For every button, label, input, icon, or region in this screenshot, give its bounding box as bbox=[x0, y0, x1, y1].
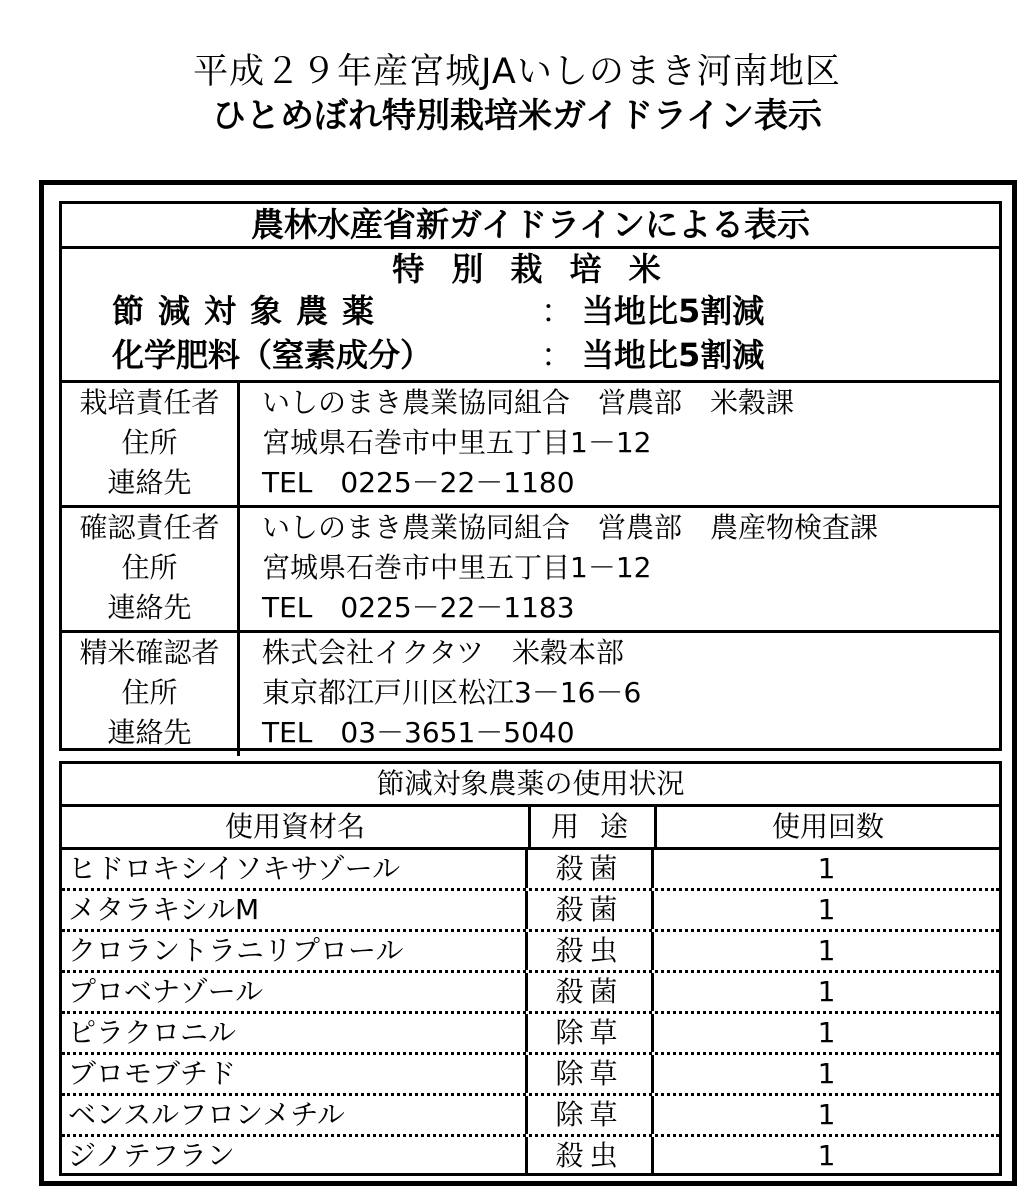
verification-manager-section bbox=[62, 508, 999, 633]
header-material-name: 使用資材名 bbox=[62, 807, 531, 847]
special-cultivation-block bbox=[62, 249, 999, 383]
pesticide-value: 当地比5割減 bbox=[582, 292, 765, 330]
table-row bbox=[62, 1055, 999, 1096]
organization-value: いしのまき農業協同組合 営農部 米穀課 bbox=[262, 386, 795, 419]
purpose: 除草 bbox=[528, 1055, 654, 1093]
phone-value: TEL 03－3651－5040 bbox=[262, 716, 575, 749]
address-label: 住所 bbox=[121, 426, 178, 459]
usage-table-title: 節減対象農薬の使用状況 bbox=[62, 764, 999, 807]
address-value: 東京都江戸川区松江3－16－6 bbox=[262, 676, 642, 709]
pesticide-label: 節減対象農薬 bbox=[112, 292, 389, 330]
phone-value: TEL 0225－22－1180 bbox=[262, 466, 575, 499]
material-name: ブロモブチド bbox=[62, 1055, 528, 1093]
guideline-box bbox=[59, 201, 1002, 751]
fertilizer-label: 化学肥料（窒素成分） bbox=[112, 336, 433, 374]
use-count: 1 bbox=[817, 1057, 836, 1090]
label-frame bbox=[39, 180, 1017, 1186]
use-count: 1 bbox=[817, 1016, 836, 1049]
usage-table-header bbox=[62, 807, 999, 850]
use-count: 1 bbox=[817, 934, 836, 967]
section-labels bbox=[62, 383, 240, 505]
section-values bbox=[240, 508, 999, 630]
pesticide-usage-table bbox=[59, 761, 1002, 1176]
table-row bbox=[62, 1137, 999, 1175]
use-count: 1 bbox=[817, 852, 836, 885]
address-value: 宮城県石巻市中里五丁目1－12 bbox=[262, 551, 652, 584]
title-line-2: ひとめぼれ特別栽培米ガイドライン表示 bbox=[212, 96, 822, 136]
contact-label: 連絡先 bbox=[107, 466, 192, 499]
organization-value: いしのまき農業協同組合 営農部 農産物検査課 bbox=[262, 511, 879, 544]
material-name: ベンスルフロンメチル bbox=[62, 1096, 528, 1134]
role-label: 確認責任者 bbox=[79, 511, 220, 544]
colon: ： bbox=[540, 336, 573, 374]
table-row bbox=[62, 973, 999, 1014]
contact-label: 連絡先 bbox=[107, 591, 192, 624]
special-title: 特 別 栽 培 米 bbox=[392, 250, 669, 288]
purpose: 除草 bbox=[528, 1096, 654, 1134]
organization-value: 株式会社イクタツ 米穀本部 bbox=[262, 636, 625, 669]
header-purpose: 用 途 bbox=[531, 807, 657, 847]
table-row bbox=[62, 850, 999, 891]
material-name: ピラクロニル bbox=[62, 1014, 528, 1052]
role-label: 栽培責任者 bbox=[79, 386, 220, 419]
title-line-1: 平成２９年産宮城JAいしのまき河南地区 bbox=[193, 52, 841, 92]
purpose: 殺菌 bbox=[528, 850, 654, 888]
colon: ： bbox=[540, 292, 573, 330]
section-labels bbox=[62, 633, 240, 756]
use-count: 1 bbox=[817, 1139, 836, 1172]
table-row bbox=[62, 1014, 999, 1055]
fertilizer-value: 当地比5割減 bbox=[582, 336, 765, 374]
purpose: 殺虫 bbox=[528, 932, 654, 970]
material-name: ジノテフラン bbox=[62, 1137, 528, 1175]
cultivation-manager-section bbox=[62, 383, 999, 508]
material-name: プロベナゾール bbox=[62, 973, 528, 1011]
contact-label: 連絡先 bbox=[107, 716, 192, 749]
purpose: 殺菌 bbox=[528, 891, 654, 929]
table-row bbox=[62, 891, 999, 932]
guideline-header: 農林水産省新ガイドラインによる表示 bbox=[62, 204, 999, 249]
material-name: メタラキシルM bbox=[62, 891, 528, 929]
pesticide-reduction-row bbox=[62, 289, 999, 333]
section-labels bbox=[62, 508, 240, 630]
document-title bbox=[0, 50, 1034, 138]
role-label: 精米確認者 bbox=[79, 636, 220, 669]
purpose: 殺虫 bbox=[528, 1137, 654, 1175]
address-label: 住所 bbox=[121, 551, 178, 584]
table-row bbox=[62, 1096, 999, 1137]
address-value: 宮城県石巻市中里五丁目1－12 bbox=[262, 426, 652, 459]
use-count: 1 bbox=[817, 975, 836, 1008]
use-count: 1 bbox=[817, 893, 836, 926]
purpose: 殺菌 bbox=[528, 973, 654, 1011]
fertilizer-reduction-row bbox=[62, 333, 999, 377]
use-count: 1 bbox=[817, 1098, 836, 1131]
address-label: 住所 bbox=[121, 676, 178, 709]
phone-value: TEL 0225－22－1183 bbox=[262, 591, 575, 624]
section-values bbox=[240, 633, 999, 756]
material-name: クロラントラニリプロール bbox=[62, 932, 528, 970]
material-name: ヒドロキシイソキサゾール bbox=[62, 850, 528, 888]
table-row bbox=[62, 932, 999, 973]
header-use-count: 使用回数 bbox=[771, 810, 884, 843]
rice-polishing-checker-section bbox=[62, 633, 999, 756]
section-values bbox=[240, 383, 999, 505]
purpose: 除草 bbox=[528, 1014, 654, 1052]
